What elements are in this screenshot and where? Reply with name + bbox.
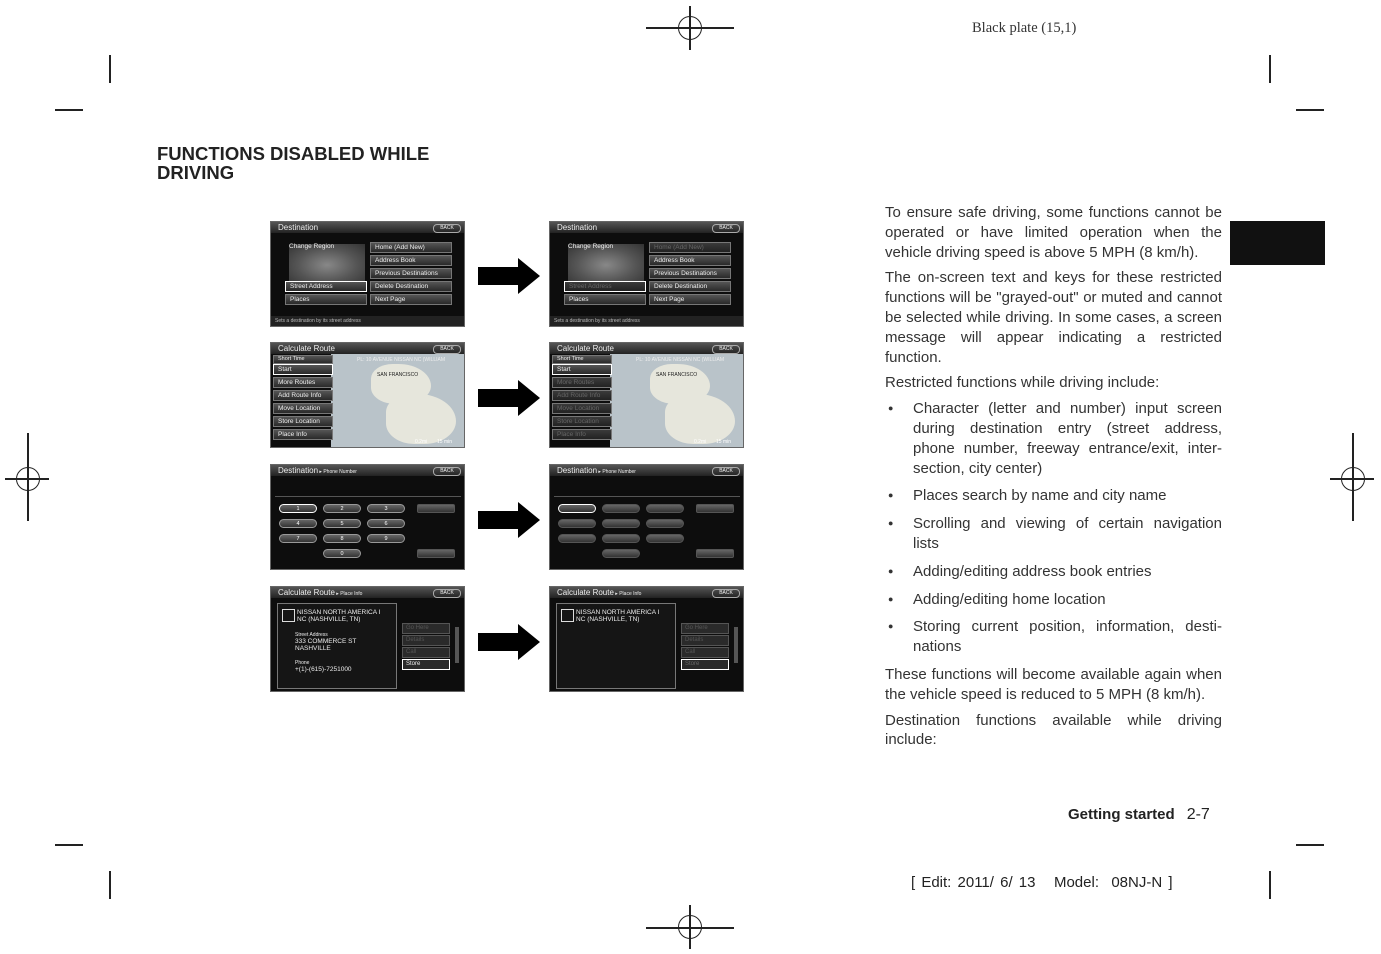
list-item: ● Character (letter and number) input screen during destination entry (street address, phone number, freeway entrance/exit, inter-section, city center) bbox=[885, 399, 1222, 478]
store-location-button: Store Location bbox=[273, 416, 333, 427]
add-route-info-button: Add Route Info bbox=[273, 390, 333, 401]
key-1 bbox=[558, 504, 596, 513]
time-label: 15 min bbox=[437, 439, 453, 445]
route-destination: PL: 10 AVENUE NISSAN NC (WILLIAM bbox=[636, 357, 724, 363]
move-location-button: Move Location bbox=[273, 403, 333, 414]
key-4: 4 bbox=[279, 519, 317, 528]
key-4 bbox=[558, 519, 596, 528]
street-address-button: Street Address bbox=[285, 281, 367, 292]
chapter-tab bbox=[1230, 221, 1325, 265]
store-button: Store bbox=[681, 659, 729, 670]
screen-footer: Sets a destination by its street address bbox=[550, 316, 743, 326]
section-title: FUNCTIONS DISABLED WHILE DRIVING bbox=[157, 143, 430, 183]
next-page-button: Next Page bbox=[649, 294, 731, 305]
key-1: 1 bbox=[279, 504, 317, 513]
key-6: 6 bbox=[367, 519, 405, 528]
place-info-button: Place Info bbox=[552, 429, 612, 440]
paragraph: The on-screen text and keys for these restricted functions will be "grayed-out" or muted and cannot be selected while driving. In some cases, a screen message will appear indicating a restricted function. bbox=[885, 269, 1222, 366]
phone-number: +(1)-(615)-7251000 bbox=[295, 666, 352, 673]
previous-destinations-button: Previous Destinations bbox=[649, 268, 731, 279]
street-address-label: Street Address bbox=[295, 632, 328, 638]
ok-key bbox=[696, 549, 734, 558]
crop-mark bbox=[1296, 109, 1324, 111]
page-number: 2-7 bbox=[1186, 806, 1210, 823]
screen-route-normal bbox=[270, 342, 465, 448]
screen-subtitle: ▸ Phone Number bbox=[597, 469, 636, 475]
back-button: BACK bbox=[433, 224, 461, 233]
delete-destination-button: Delete Destination bbox=[649, 281, 731, 292]
paragraph: To ensure safe driving, some functions cannot be operated or have limited operation when the vehicle driving speed is above 5 MPH (8 km/h). bbox=[885, 204, 1222, 261]
city-label: SAN FRANCISCO bbox=[656, 372, 698, 378]
crop-mark bbox=[1269, 55, 1271, 83]
change-region-button: Change Region bbox=[289, 243, 335, 250]
building-icon bbox=[561, 609, 574, 622]
short-time-label: Short Time bbox=[273, 355, 333, 364]
back-button: BACK bbox=[712, 345, 740, 354]
home-button: Home (Add New) bbox=[370, 242, 452, 253]
key-7: 7 bbox=[279, 534, 317, 543]
footer-section-label: Getting started bbox=[1068, 806, 1175, 823]
screen-title: Calculate Route bbox=[271, 343, 464, 354]
call-button: Call bbox=[681, 647, 729, 658]
street-address-button: Street Address bbox=[564, 281, 646, 292]
screen-route-driving bbox=[549, 342, 744, 448]
back-button: BACK bbox=[712, 589, 740, 598]
list-item: ● Scrolling and viewing of certain navigation lists bbox=[885, 514, 1222, 554]
place-name-line2: NC (NASHVILLE, TN) bbox=[576, 616, 640, 623]
list-item: ● Places search by name and city name bbox=[885, 486, 1222, 506]
ok-key bbox=[417, 549, 455, 558]
phone-input-field bbox=[554, 485, 740, 497]
place-name-line2: NC (NASHVILLE, TN) bbox=[297, 616, 361, 623]
add-route-info-button: Add Route Info bbox=[552, 390, 612, 401]
city-label: SAN FRANCISCO bbox=[377, 372, 419, 378]
crop-mark bbox=[109, 55, 111, 83]
building-icon bbox=[282, 609, 295, 622]
key-3: 3 bbox=[367, 504, 405, 513]
screen-footer: Sets a destination by its street address bbox=[271, 316, 464, 326]
back-button: BACK bbox=[712, 224, 740, 233]
go-here-button: Go Here bbox=[402, 623, 450, 634]
paragraph: These functions will become available again when the vehicle speed is reduced to 5 MPH (8 km/h). bbox=[885, 665, 1222, 703]
key-7 bbox=[558, 534, 596, 543]
place-name-line1: NISSAN NORTH AMERICA I bbox=[576, 609, 660, 616]
back-button: BACK bbox=[433, 345, 461, 354]
scrollbar bbox=[455, 627, 459, 663]
route-map bbox=[610, 354, 744, 448]
delete-destination-button: Delete Destination bbox=[370, 281, 452, 292]
delete-key bbox=[417, 504, 455, 513]
restricted-functions-list bbox=[885, 399, 1222, 657]
key-8 bbox=[602, 534, 640, 543]
details-button: Details bbox=[402, 635, 450, 646]
delete-key bbox=[696, 504, 734, 513]
key-8: 8 bbox=[323, 534, 361, 543]
screen-title-text: Calculate Route bbox=[557, 588, 614, 597]
call-button: Call bbox=[402, 647, 450, 658]
screen-title: Destination bbox=[550, 222, 743, 233]
crop-mark bbox=[55, 844, 83, 846]
screen-title-text: Destination bbox=[557, 466, 598, 475]
screen-destination-normal bbox=[270, 221, 465, 327]
arrow-right-icon bbox=[478, 502, 540, 538]
key-2 bbox=[602, 504, 640, 513]
start-button: Start bbox=[552, 364, 612, 375]
previous-destinations-button: Previous Destinations bbox=[370, 268, 452, 279]
time-label: 15 min bbox=[716, 439, 732, 445]
screen-phone-driving bbox=[549, 464, 744, 570]
screen-title-text: Calculate Route bbox=[278, 588, 335, 597]
key-5 bbox=[602, 519, 640, 528]
key-9 bbox=[646, 534, 684, 543]
key-0 bbox=[602, 549, 640, 558]
home-button: Home (Add New) bbox=[649, 242, 731, 253]
move-location-button: Move Location bbox=[552, 403, 612, 414]
list-item: ● Adding/editing home location bbox=[885, 590, 1222, 610]
street-address-line2: NASHVILLE bbox=[295, 645, 331, 652]
start-button: Start bbox=[273, 364, 333, 375]
screen-subtitle-text: Place Info bbox=[340, 591, 363, 597]
street-address-line1: 333 COMMERCE ST bbox=[295, 638, 357, 645]
more-routes-button: More Routes bbox=[552, 377, 612, 388]
key-5: 5 bbox=[323, 519, 361, 528]
body-text bbox=[885, 203, 1222, 756]
plate-label: Black plate (15,1) bbox=[972, 20, 1077, 36]
key-9: 9 bbox=[367, 534, 405, 543]
arrow-right-icon bbox=[478, 380, 540, 416]
edit-info: [ Edit: 2011/ 6/ 13 Model: 08NJ-N ] bbox=[911, 874, 1173, 891]
arrow-right-icon bbox=[478, 624, 540, 660]
places-button: Places bbox=[285, 294, 367, 305]
more-routes-button: More Routes bbox=[273, 377, 333, 388]
crop-mark bbox=[55, 109, 83, 111]
list-item: ● Adding/editing address book entries bbox=[885, 562, 1222, 582]
screen-title: Destination bbox=[271, 222, 464, 233]
screen-subtitle: ▸ Phone Number bbox=[318, 469, 357, 475]
key-2: 2 bbox=[323, 504, 361, 513]
screen-phone-normal bbox=[270, 464, 465, 570]
route-map bbox=[331, 354, 465, 448]
screen-title-text: Destination bbox=[278, 466, 319, 475]
screen-place-normal bbox=[270, 586, 465, 692]
page-footer bbox=[1068, 806, 1210, 824]
store-button: Store bbox=[402, 659, 450, 670]
paragraph: Destination functions available while driving include: bbox=[885, 711, 1222, 749]
change-region-button: Change Region bbox=[568, 243, 614, 250]
screen-subtitle-text: Phone Number bbox=[323, 469, 357, 475]
details-button: Details bbox=[681, 635, 729, 646]
distance-label: 0.2mi bbox=[415, 439, 428, 445]
phone-input-field bbox=[275, 485, 461, 497]
screen-title: Calculate Route bbox=[550, 343, 743, 354]
place-name-line1: NISSAN NORTH AMERICA I bbox=[297, 609, 381, 616]
back-button: BACK bbox=[433, 589, 461, 598]
screen-subtitle: ▸ Place Info bbox=[613, 591, 642, 597]
key-6 bbox=[646, 519, 684, 528]
place-info-button: Place Info bbox=[273, 429, 333, 440]
places-button: Places bbox=[564, 294, 646, 305]
screen-subtitle: ▸ Place Info bbox=[334, 591, 363, 597]
next-page-button: Next Page bbox=[370, 294, 452, 305]
screen-place-driving bbox=[549, 586, 744, 692]
distance-label: 0.2mi bbox=[694, 439, 707, 445]
key-3 bbox=[646, 504, 684, 513]
short-time-label: Short Time bbox=[552, 355, 612, 364]
list-item: ● Storing current position, information, desti-nations bbox=[885, 617, 1222, 657]
route-destination: PL: 10 AVENUE NISSAN NC (WILLIAM bbox=[357, 357, 445, 363]
back-button: BACK bbox=[433, 467, 461, 476]
address-book-button: Address Book bbox=[649, 255, 731, 266]
scrollbar bbox=[734, 627, 738, 663]
crop-mark bbox=[1269, 871, 1271, 899]
crop-mark bbox=[1296, 844, 1324, 846]
paragraph: Restricted functions while driving include: bbox=[885, 374, 1160, 392]
arrow-right-icon bbox=[478, 258, 540, 294]
phone-label: Phone bbox=[295, 660, 310, 666]
key-0: 0 bbox=[323, 549, 361, 558]
go-here-button: Go Here bbox=[681, 623, 729, 634]
screen-subtitle-text: Place Info bbox=[619, 591, 642, 597]
store-location-button: Store Location bbox=[552, 416, 612, 427]
back-button: BACK bbox=[712, 467, 740, 476]
screen-destination-driving bbox=[549, 221, 744, 327]
crop-mark bbox=[109, 871, 111, 899]
address-book-button: Address Book bbox=[370, 255, 452, 266]
screen-subtitle-text: Phone Number bbox=[602, 469, 636, 475]
